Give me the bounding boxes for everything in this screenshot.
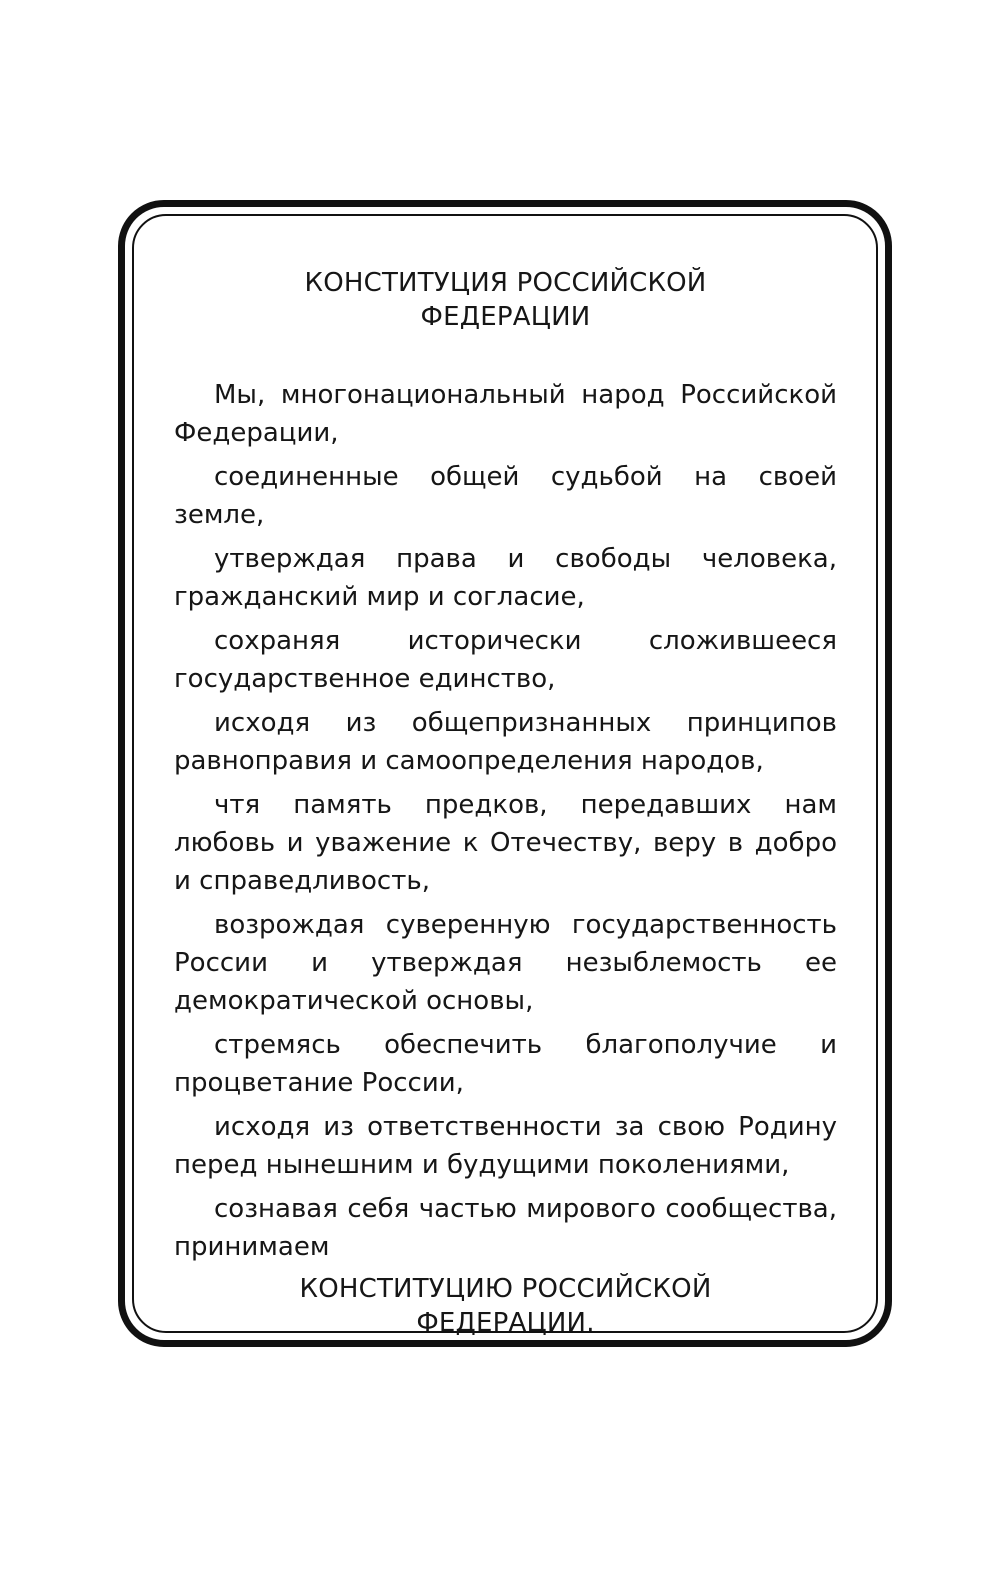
preamble-paragraph-3: утверждая права и свободы человека, гражданский мир и согласие,	[174, 544, 837, 612]
preamble-paragraph-10: сознавая себя частью мирового сообщества, принимаем	[174, 1194, 837, 1262]
preamble-paragraph-4: сохраняя исторически сложившееся государственное единство,	[174, 626, 837, 694]
preamble-paragraph-8: стремясь обеспечить благополучие и процветание России,	[174, 1030, 837, 1098]
preamble-paragraph-1: Мы, многонациональный народ Российской Федерации,	[174, 380, 837, 448]
preamble	[174, 376, 837, 1266]
document-title-line-2: ФЕДЕРАЦИИ	[420, 302, 591, 332]
closing-title-line-1: КОНСТИТУЦИЮ РОССИЙСКОЙ	[299, 1274, 712, 1304]
preamble-paragraph-7: возрождая суверенную государственность России и утверждая незыблемость ее демократической основы,	[174, 910, 837, 1016]
preamble-paragraph-5: исходя из общепризнанных принципов равноправия и самоопределения народов,	[174, 708, 837, 776]
closing-title-line-2: ФЕДЕРАЦИИ.	[416, 1308, 595, 1338]
document-title-line-1: КОНСТИТУЦИЯ РОССИЙСКОЙ	[304, 268, 707, 298]
preamble-paragraph-9: исходя из ответственности за свою Родину перед нынешним и будущими поколениями,	[174, 1112, 837, 1180]
document-body	[174, 266, 837, 1340]
preamble-paragraph-2: соединенные общей судьбой на своей земле,	[174, 462, 837, 530]
closing-title	[174, 1272, 837, 1340]
document-title	[174, 266, 837, 334]
preamble-paragraph-6: чтя память предков, передавших нам любовь и уважение к Отечеству, веру в добро и справедливость,	[174, 790, 837, 896]
